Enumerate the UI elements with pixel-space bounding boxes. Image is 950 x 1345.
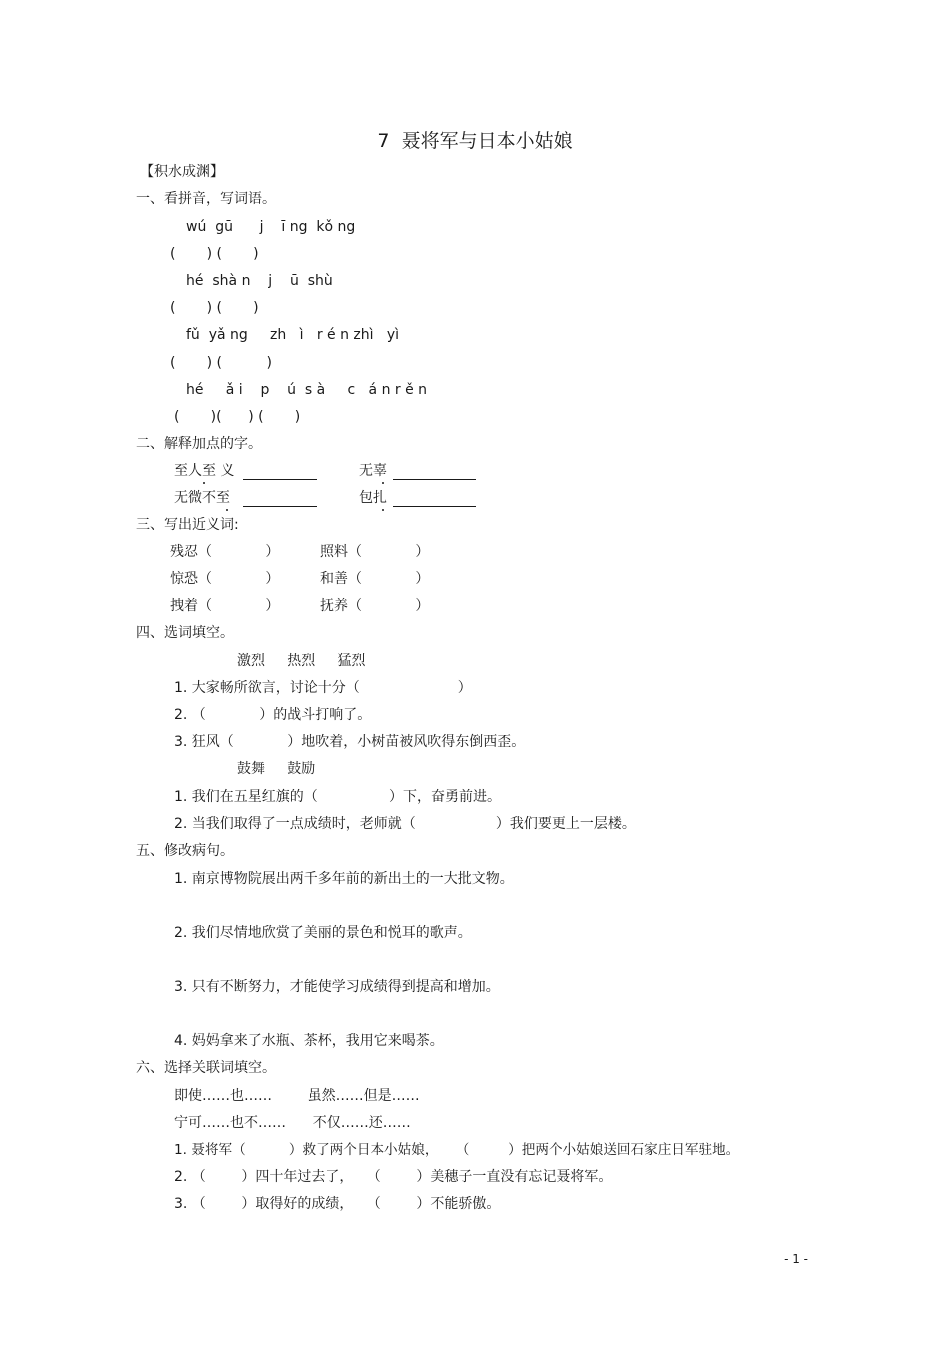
s6-item-3: 3. （ ）取得好的成绩， （ ）不能骄傲。 <box>174 1196 501 1212</box>
s4-g2-item-1: 1. 我们在五星红旗的（ ）下，奋勇前进。 <box>174 789 502 805</box>
answer-line <box>243 479 317 480</box>
page-number: - 1 - <box>784 1252 808 1266</box>
s2-item-3: 无微不至 <box>174 490 230 506</box>
s1-pinyin-2: hé shà n j ū shù <box>186 273 333 289</box>
s2-heading: 二、解释加点的字。 <box>136 436 262 452</box>
s4-g1-item-2: 2. （ ）的战斗打响了。 <box>174 707 372 723</box>
answer-line <box>393 479 476 480</box>
section-tag: 【积水成渊】 <box>140 164 224 180</box>
s1-pinyin-1: wú gū j ī ng kǒ ng <box>186 219 356 235</box>
s2-item-1: 至人至 义 <box>174 463 235 479</box>
s1-pinyin-4: hé ǎ i p ú s à c á n r ě n <box>186 382 428 398</box>
answer-line <box>243 506 317 507</box>
s1-pinyin-3: fǔ yǎ ng zh ì r é n zhì yì <box>186 327 400 343</box>
s6-item-2: 2. （ ）四十年过去了， （ ）美穗子一直没有忘记聂将军。 <box>174 1169 613 1185</box>
s5-item-3: 3. 只有不断努力，才能使学习成绩得到提高和增加。 <box>174 979 500 995</box>
emphasis-dot <box>382 509 384 511</box>
s6-item-1: 1. 聂将军（ ）救了两个日本小姑娘， （ ）把两个小姑娘送回石家庄日军驻地。 <box>174 1142 740 1158</box>
s1-blanks-2: ( ) ( ) <box>170 300 259 316</box>
s5-item-1: 1. 南京博物院展出两千多年前的新出土的一大批文物。 <box>174 871 514 887</box>
s5-heading: 五、修改病句。 <box>136 843 234 859</box>
s6-options-2: 宁可……也不…… 不仅……还…… <box>174 1115 411 1131</box>
s3-row2-right: 和善（ ） <box>320 571 430 587</box>
s2-item-2: 无辜 <box>359 463 387 479</box>
s1-blanks-1: ( ) ( ) <box>170 246 259 262</box>
emphasis-dot <box>226 509 228 511</box>
s3-row1-right: 照料（ ） <box>320 544 430 560</box>
s5-item-4: 4. 妈妈拿来了水瓶、茶杯，我用它来喝茶。 <box>174 1033 444 1049</box>
s6-options-1: 即使……也…… 虽然……但是…… <box>174 1088 420 1104</box>
s4-word-bank-1: 激烈 热烈 猛烈 <box>237 653 366 669</box>
page-title: 7 聂将军与日本小姑娘 <box>377 130 573 152</box>
answer-line <box>393 506 476 507</box>
s4-g2-item-2: 2. 当我们取得了一点成绩时，老师就（ ）我们要更上一层楼。 <box>174 816 636 832</box>
s1-blanks-3: ( ) ( ) <box>170 355 272 371</box>
s5-item-2: 2. 我们尽情地欣赏了美丽的景色和悦耳的歌声。 <box>174 925 472 941</box>
s4-heading: 四、选词填空。 <box>136 625 234 641</box>
s3-row3-left: 拽着（ ） <box>170 598 280 614</box>
s2-item-4: 包扎 <box>359 490 387 506</box>
s1-heading: 一、看拼音，写词语。 <box>136 191 276 207</box>
s3-row1-left: 残忍（ ） <box>170 544 280 560</box>
s3-row2-left: 惊恐（ ） <box>170 571 280 587</box>
s1-blanks-4: ( )( ) ( ) <box>174 409 301 425</box>
s3-row3-right: 抚养（ ） <box>320 598 430 614</box>
s3-heading: 三、写出近义词: <box>136 517 239 533</box>
s4-g1-item-1: 1. 大家畅所欲言，讨论十分（ ） <box>174 680 472 696</box>
s4-word-bank-2: 鼓舞 鼓励 <box>237 761 316 777</box>
s4-g1-item-3: 3. 狂风（ ）地吹着，小树苗被风吹得东倒西歪。 <box>174 734 526 750</box>
emphasis-dot <box>203 482 205 484</box>
emphasis-dot <box>382 482 384 484</box>
s6-heading: 六、选择关联词填空。 <box>136 1060 276 1076</box>
